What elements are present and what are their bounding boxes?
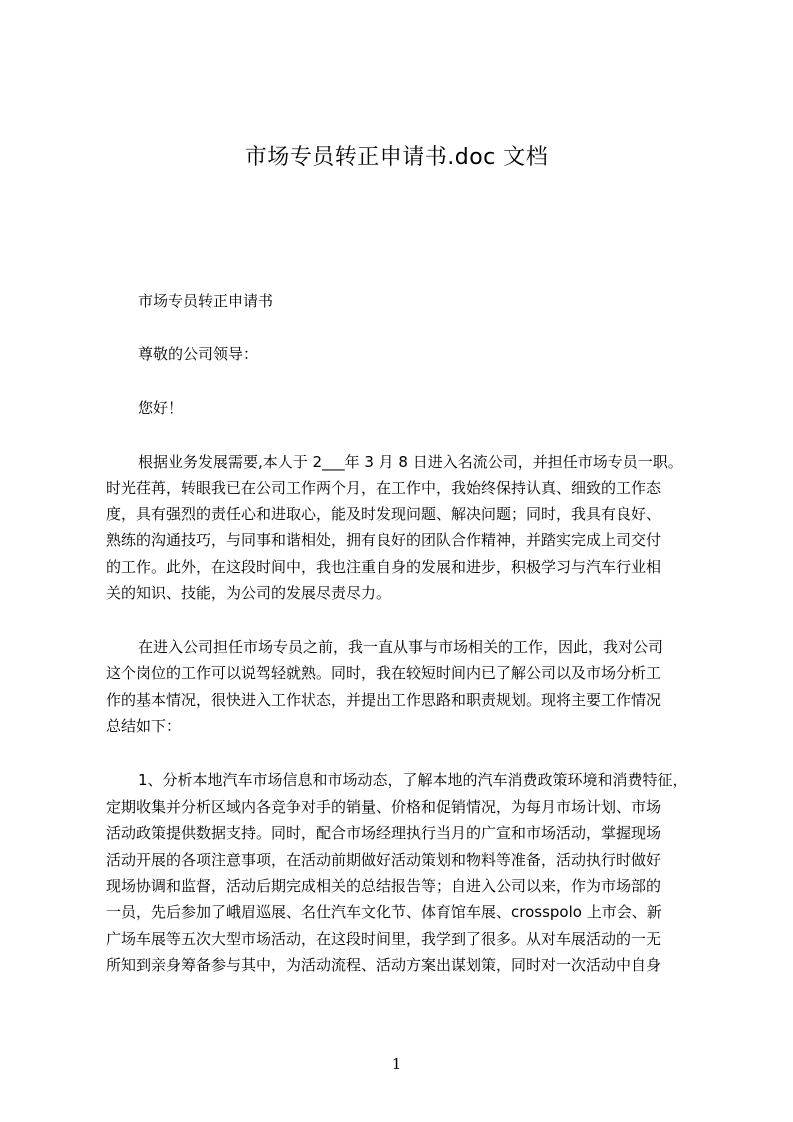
paragraph-line: 关的知识、技能，为公司的发展尽责尽力。: [106, 584, 392, 602]
paragraph-line: 的工作。此外，在这段时间中，我也注重自身的发展和进步，积极学习与汽车行业相: [106, 558, 662, 576]
paragraph-line: 活动政策提供数据支持。同时，配合市场经理执行当月的广宣和市场活动，掌握现场: [106, 824, 662, 842]
paragraph-line: 总结如下：: [106, 717, 182, 735]
paragraph-line: 现场协调和监督，活动后期完成相关的总结报告等；自进入公司以来，作为市场部的: [106, 877, 662, 895]
paragraph-line: 一员，先后参加了峨眉巡展、名仕汽车文化节、体育馆车展、crosspolo 上市会、新: [106, 903, 662, 921]
greeting: 您好！: [138, 399, 184, 417]
salutation: 尊敬的公司领导：: [138, 345, 259, 363]
paragraph-line: 活动开展的各项注意事项，在活动前期做好活动策划和物料等准备，活动执行时做好: [106, 851, 662, 869]
paragraph-line: 作的基本情况，很快进入工作状态，并提出工作思路和职责规划。现将主要工作情况: [106, 691, 662, 709]
page-number: 1: [391, 1055, 402, 1073]
paragraph-line: 所知到亲身筹备参与其中，为活动流程、活动方案出谋划策，同时对一次活动中自身: [106, 956, 662, 974]
letter-heading: 市场专员转正申请书: [138, 292, 274, 310]
paragraph-line: 度，具有强烈的责任心和进取心，能及时发现问题、解决问题；同时，我具有良好、: [106, 505, 662, 523]
paragraph-line: 定期收集并分析区域内各竞争对手的销量、价格和促销情况，为每月市场计划、市场: [106, 798, 662, 816]
paragraph-line: 在进入公司担任市场专员之前，我一直从事与市场相关的工作，因此，我对公司: [138, 638, 664, 656]
document-title: 市场专员转正申请书.doc 文档: [244, 145, 549, 170]
paragraph-line: 广场车展等五次大型市场活动，在这段时间里，我学到了很多。从对车展活动的一无: [106, 930, 662, 948]
paragraph-line: 熟练的沟通技巧，与同事和谐相处，拥有良好的团队合作精神，并踏实完成上司交付: [106, 531, 662, 549]
paragraph-line: 时光荏苒，转眼我已在公司工作两个月，在工作中，我始终保持认真、细致的工作态: [106, 479, 662, 497]
paragraph-line: 1、分析本地汽车市场信息和市场动态，了解本地的汽车消费政策环境和消费特征，: [138, 771, 688, 789]
paragraph-line: 这个岗位的工作可以说驾轻就熟。同时，我在较短时间内已了解公司以及市场分析工: [106, 664, 662, 682]
paragraph-line: 根据业务发展需要,本人于 2___年 3 月 8 日进入名流公司，并担任市场专员一职。: [138, 453, 683, 471]
